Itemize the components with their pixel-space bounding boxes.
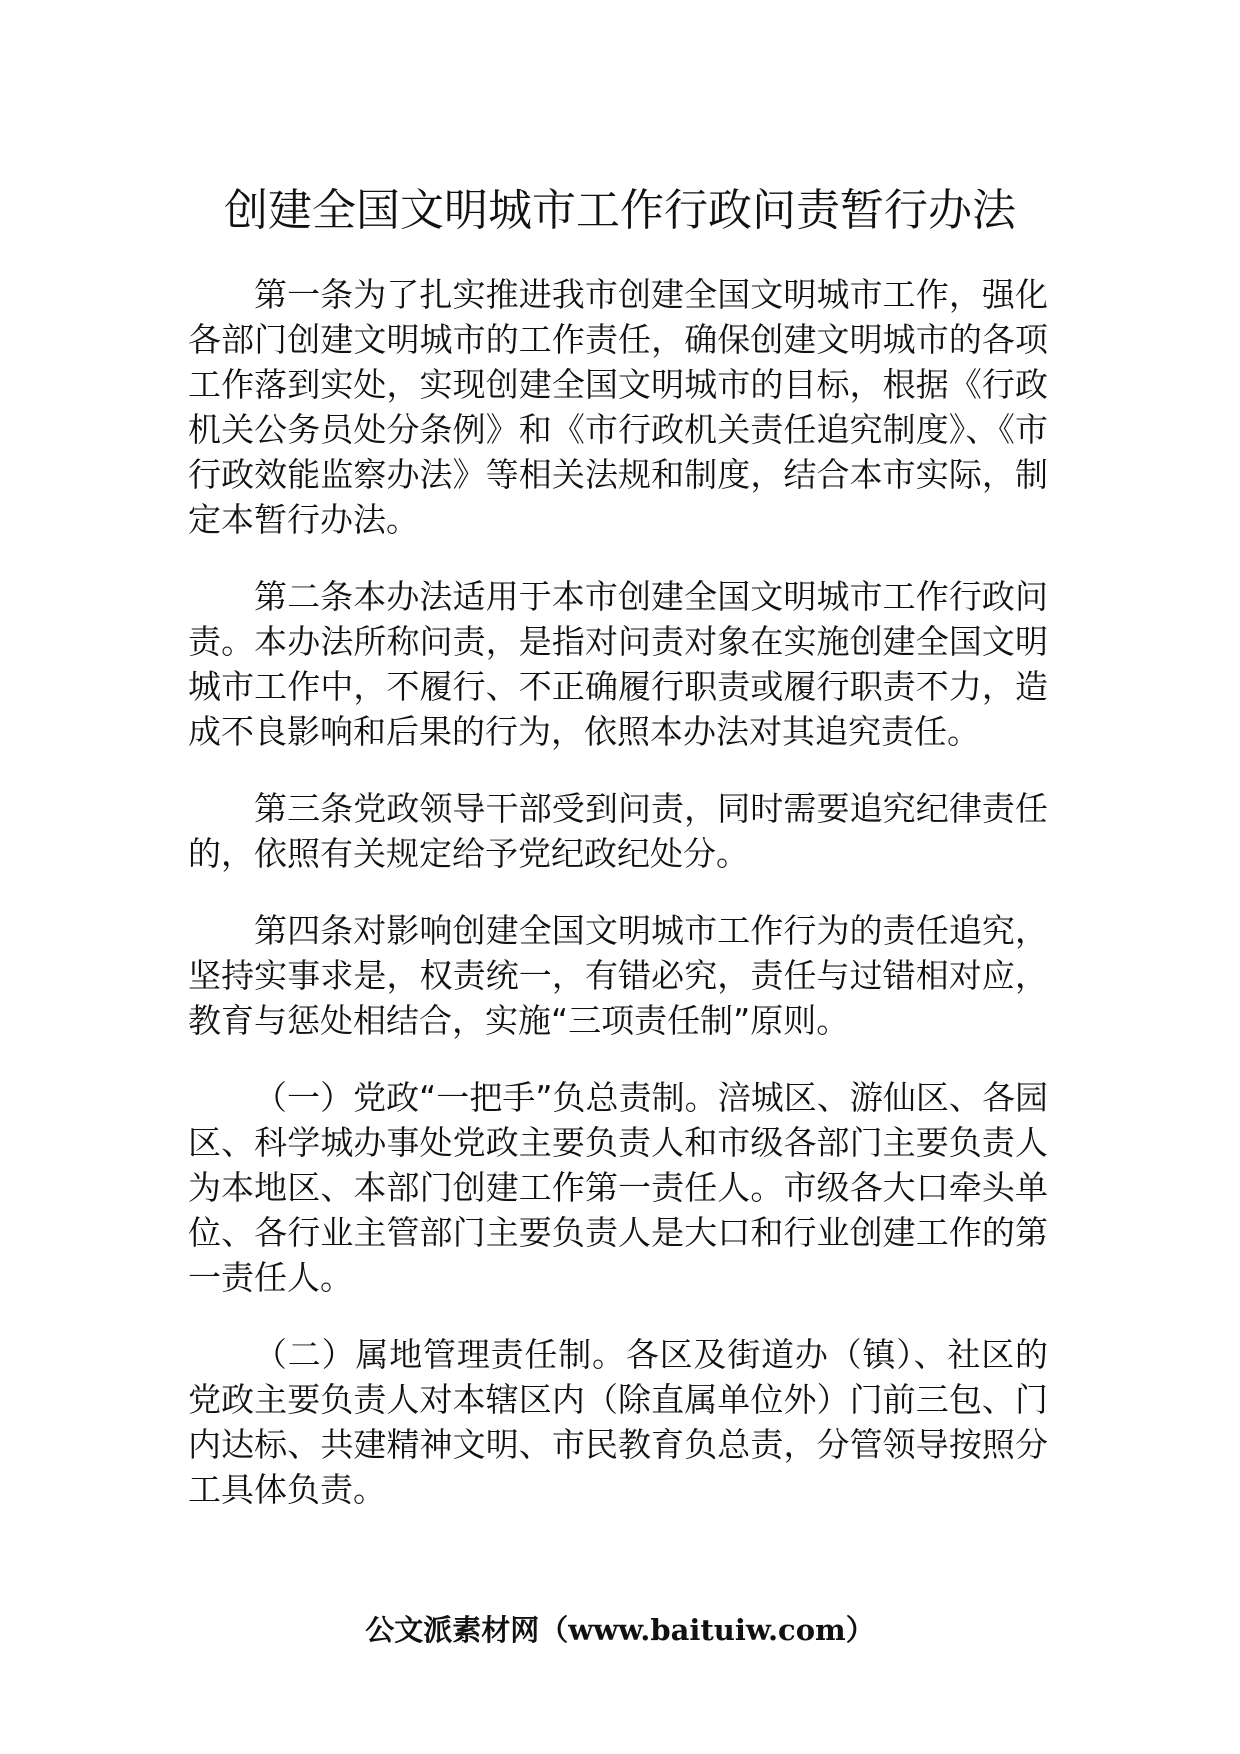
- article-4-paragraph: 第四条对影响创建全国文明城市工作行为的责任追究，坚持实事求是，权责统一，有错必究，责任与过错相对应，教育与惩处相结合，实施“三项责任制”原则。: [188, 911, 1048, 1040]
- article-2-paragraph: 第二条本办法适用于本市创建全国文明城市工作行政问责。本办法所称问责，是指对问责对象在实施创建全国文明城市工作中，不履行、不正确履行职责或履行职责不力，造成不良影响和后果的行为，依照本办法对其追究责任。: [188, 577, 1048, 751]
- document-body: [188, 272, 1048, 1544]
- article-3-paragraph: 第三条党政领导干部受到问责，同时需要追究纪律责任的，依照有关规定给予党纪政纪处分。: [188, 789, 1048, 873]
- clause-2-paragraph: （二）属地管理责任制。各区及街道办（镇）、社区的党政主要负责人对本辖区内（除直属单位外）门前三包、门内达标、共建精神文明、市民教育负总责，分管领导按照分工具体负责。: [188, 1335, 1048, 1509]
- document-title: 创建全国文明城市工作行政问责暂行办法: [224, 185, 1016, 236]
- source-footer: 公文派素材网（www.baituiw.com）: [365, 1613, 875, 1647]
- clause-1-paragraph: （一）党政“一把手”负总责制。涪城区、游仙区、各园区、科学城办事处党政主要负责人和市级各部门主要负责人为本地区、本部门创建工作第一责任人。市级各大口牵头单位、各行业主管部门主要负责人是大口和行业创建工作的第一责任人。: [188, 1078, 1048, 1297]
- article-1-paragraph: 第一条为了扎实推进我市创建全国文明城市工作，强化各部门创建文明城市的工作责任，确保创建文明城市的各项工作落到实处，实现创建全国文明城市的目标，根据《行政机关公务员处分条例》和《市行政机关责任追究制度》、《市行政效能监察办法》等相关法规和制度，结合本市实际，制定本暂行办法。: [188, 275, 1048, 539]
